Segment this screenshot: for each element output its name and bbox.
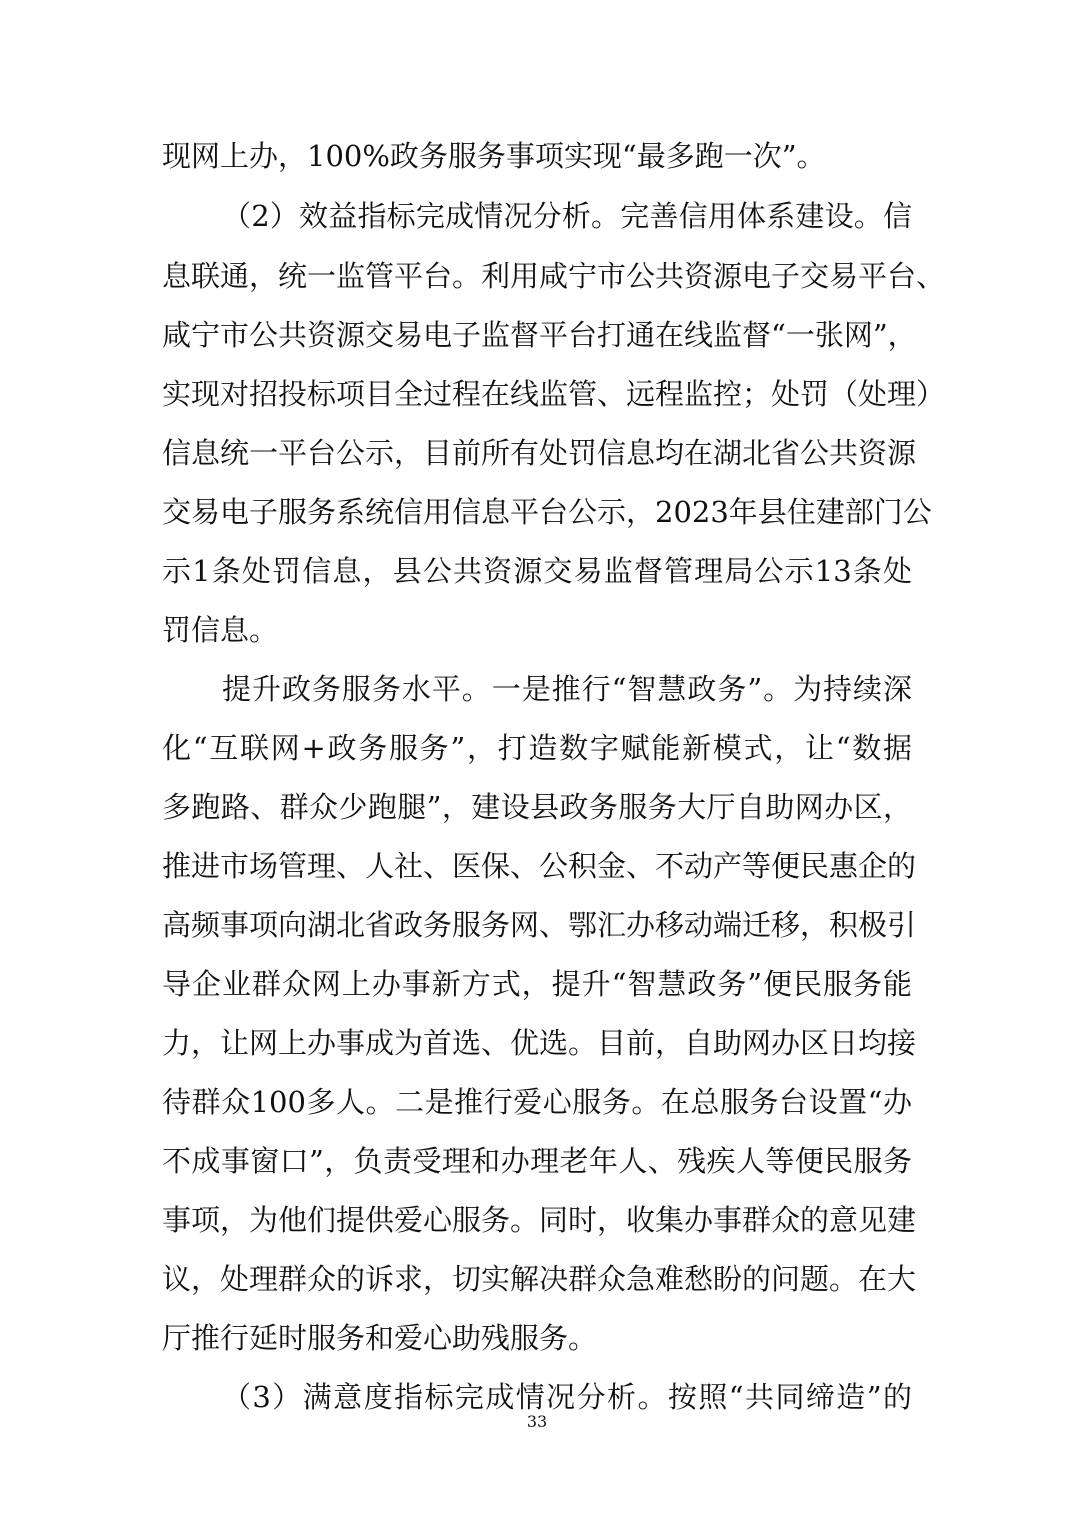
paragraph-line: 推进市场管理、人社、医保、公积金、不动产等便民惠企的 xyxy=(162,849,917,883)
paragraph-line: 力，让网上办事成为首选、优选。目前，自助网办区日均接 xyxy=(162,1026,917,1060)
paragraph-line: 议，处理群众的诉求，切实解决群众急难愁盼的问题。在大 xyxy=(162,1262,917,1296)
paragraph-line: 待群众100多人。二是推行爱心服务。在总服务台设置“办 xyxy=(162,1085,912,1119)
page-number: 33 xyxy=(526,1412,548,1431)
paragraph-line: 罚信息。 xyxy=(162,613,279,647)
paragraph-line: 高频事项向湖北省政务服务网、鄂汇办移动端迁移，积极引 xyxy=(162,908,917,942)
paragraph-line: 多跑路、群众少跑腿”，建设县政务服务大厅自助网办区， xyxy=(162,790,912,824)
paragraph-line: （2）效益指标完成情况分析。完善信用体系建设。信 xyxy=(222,199,912,233)
paragraph-line: 厅推行延时服务和爱心助残服务。 xyxy=(162,1321,598,1355)
paragraph-line: （3）满意度指标完成情况分析。按照“共同缔造”的 xyxy=(222,1380,912,1414)
paragraph-line: 现网上办，100%政务服务事项实现“最多跑一次”。 xyxy=(162,139,826,173)
paragraph-line: 导企业群众网上办事新方式，提升“智慧政务”便民服务能 xyxy=(162,967,912,1001)
paragraph-line: 交易电子服务系统信用信息平台公示，2023年县住建部门公 xyxy=(162,495,932,529)
paragraph-line: 提升政务服务水平。一是推行“智慧政务”。为持续深 xyxy=(222,672,912,706)
paragraph-line: 咸宁市公共资源交易电子监督平台打通在线监督“一张网”， xyxy=(162,318,917,352)
paragraph-line: 息联通，统一监管平台。利用咸宁市公共资源电子交易平台、 xyxy=(162,259,946,293)
paragraph-line: 不成事窗口”，负责受理和办理老年人、残疾人等便民服务 xyxy=(162,1144,912,1178)
paragraph-line: 示1条处罚信息，县公共资源交易监督管理局公示13条处 xyxy=(162,554,912,588)
paragraph-line: 事项，为他们提供爱心服务。同时，收集办事群众的意见建 xyxy=(162,1203,917,1237)
paragraph-line: 信息统一平台公示，目前所有处罚信息均在湖北省公共资源 xyxy=(162,436,917,470)
paragraph-line: 实现对招投标项目全过程在线监管、远程监控；处罚（处理） xyxy=(162,377,946,411)
paragraph-line: 化“互联网+政务服务”，打造数字赋能新模式，让“数据 xyxy=(162,731,912,765)
